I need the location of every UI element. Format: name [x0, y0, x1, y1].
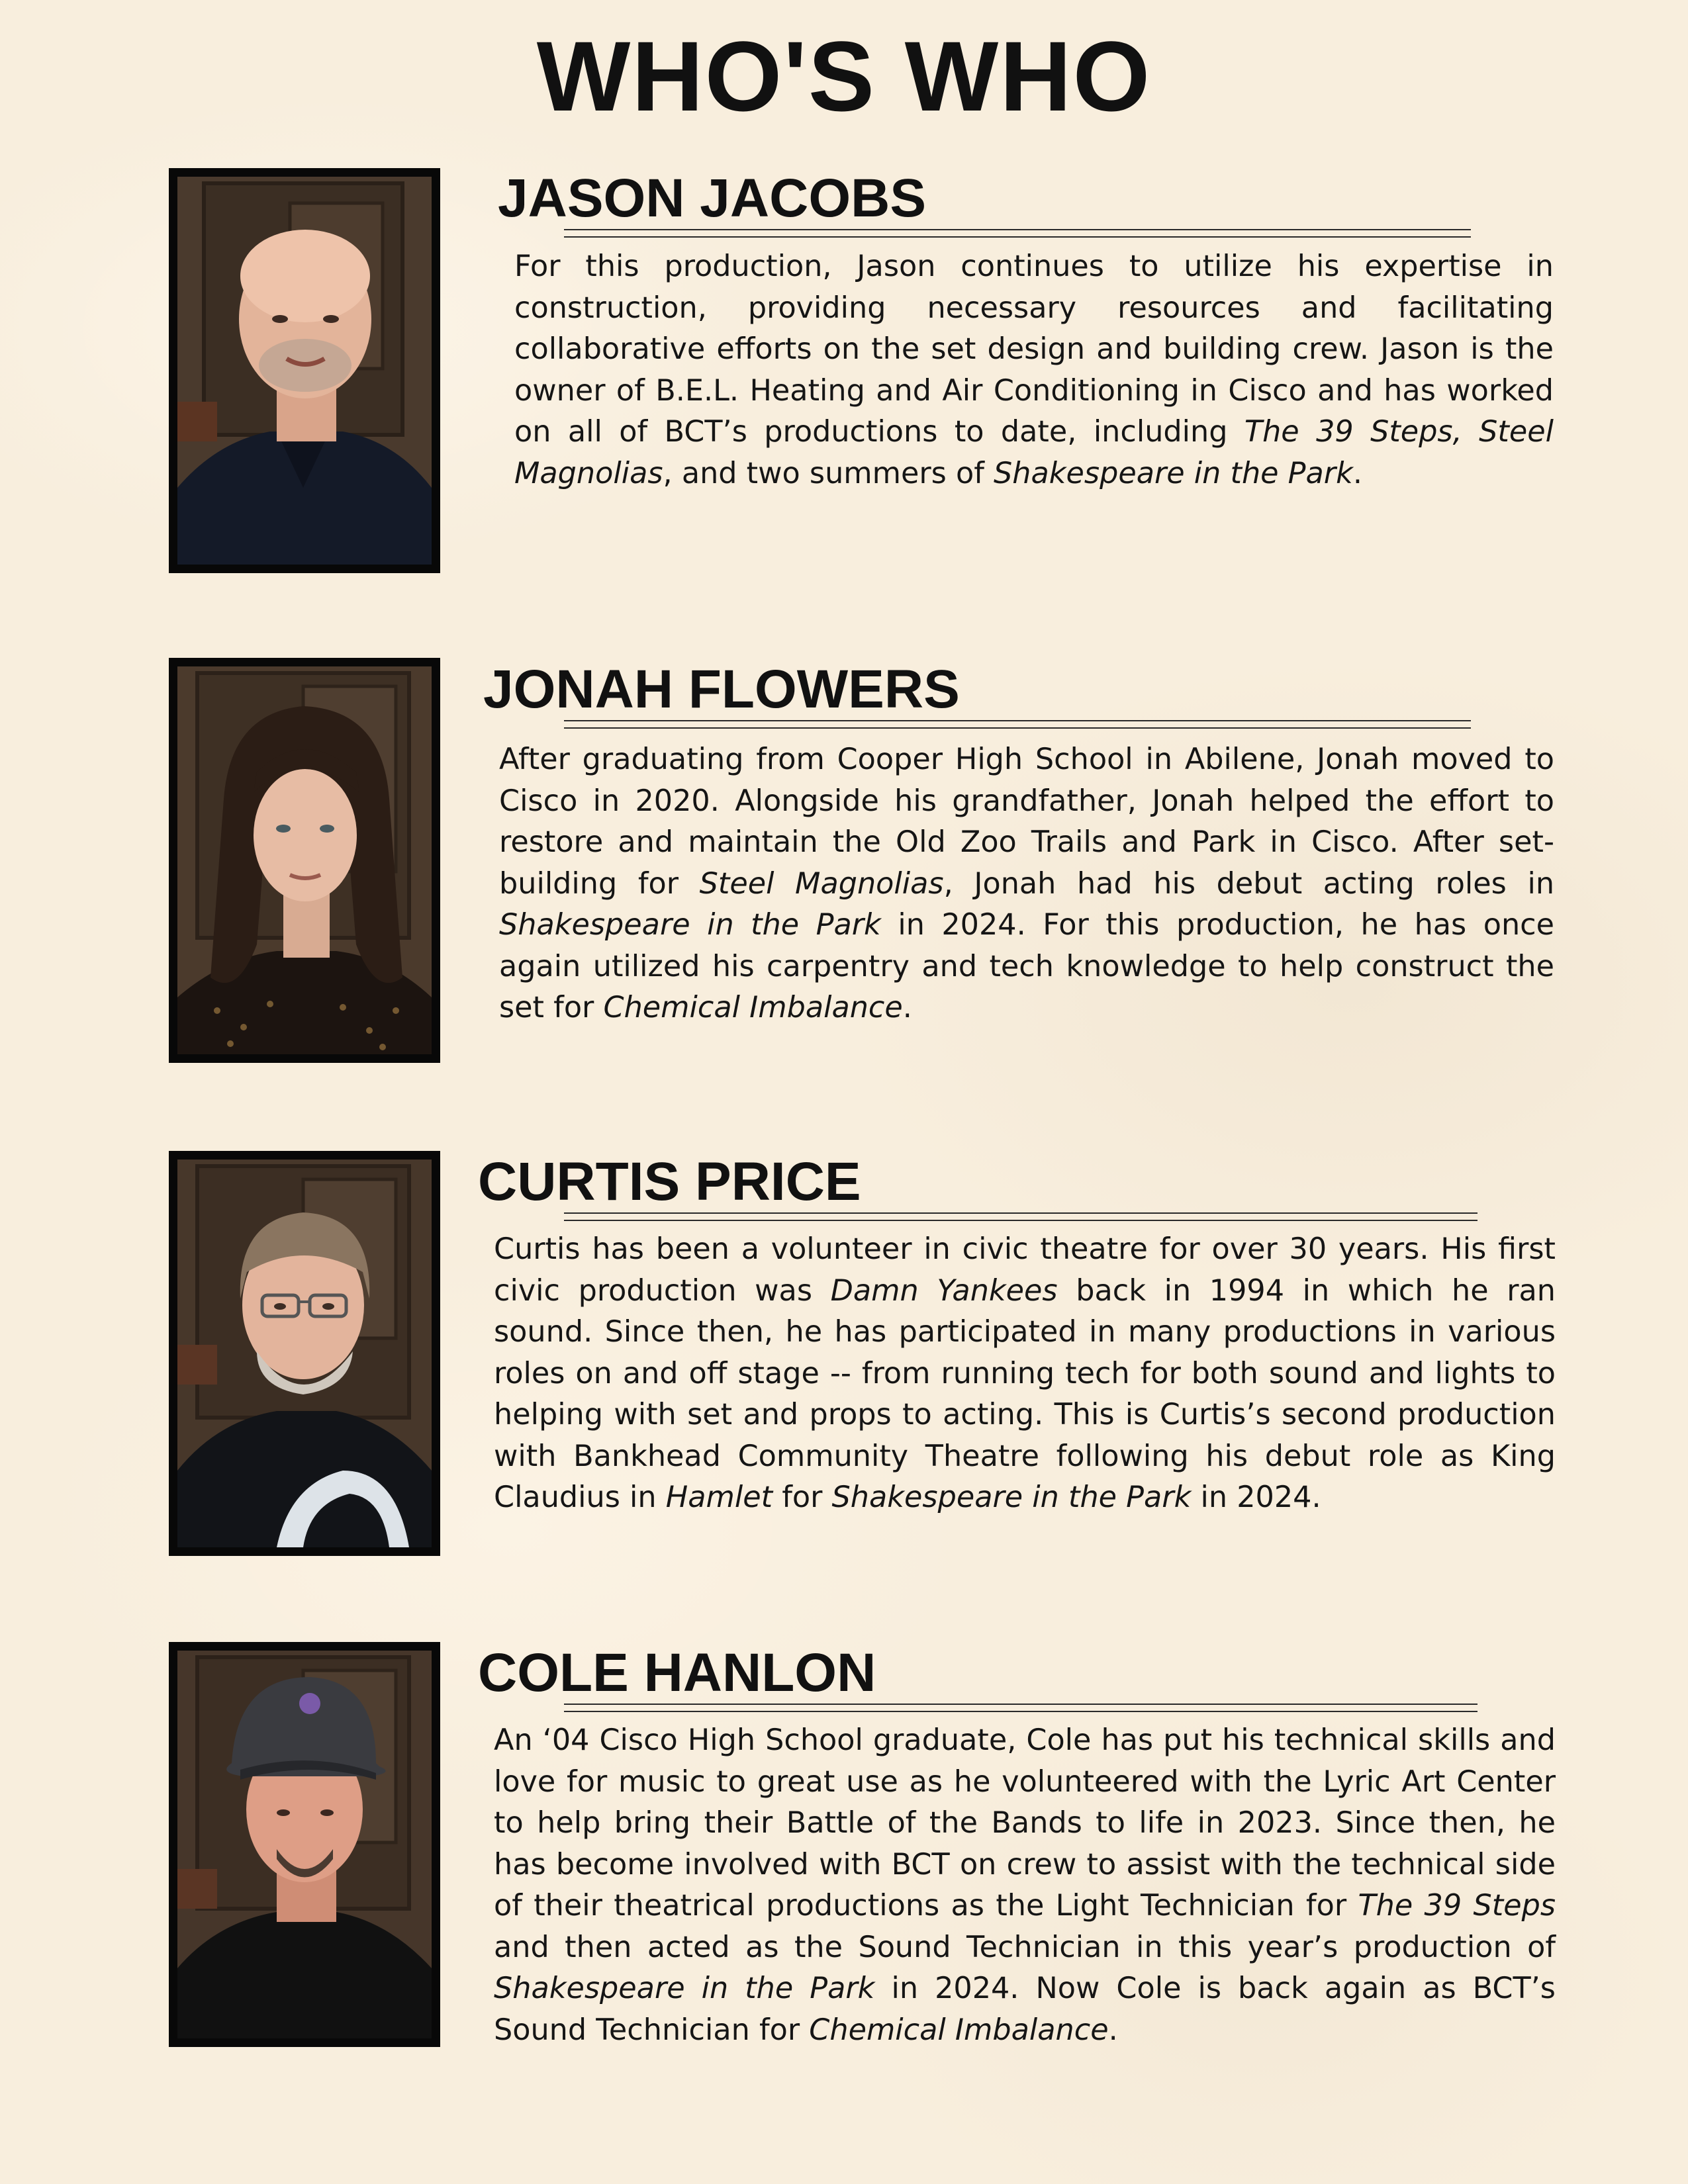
- bio-text-run: in 2024.: [1191, 1480, 1321, 1514]
- page-title: WHO'S WHO: [536, 21, 1152, 132]
- person-bio-cole: [494, 1720, 1556, 2051]
- name-underline: [564, 229, 1471, 238]
- bio-title-run: Chemical Imbalance: [809, 2013, 1109, 2047]
- person-name-curtis: CURTIS PRICE: [478, 1152, 861, 1212]
- person-name-cole: COLE HANLON: [478, 1643, 876, 1703]
- portrait-photo: [169, 1642, 440, 2047]
- portrait-photo: [169, 168, 440, 573]
- portrait-photo: [169, 658, 440, 1063]
- bio-text-run: For this production, Jason continues to utilize his expertise in construction, providing necessary resources and facilitating collaborative efforts on the set design and building crew. Jason is the owner of B.E.L. Heating and Air Conditioning in Cisco and has worked on all of BCT’s productions to date, including: [514, 250, 1554, 449]
- bio-text-run: , Jonah had his debut acting roles in: [943, 866, 1555, 901]
- bio-title-run: Shakespeare in the Park: [499, 908, 881, 942]
- name-underline: [564, 1212, 1477, 1221]
- bio-title-run: Shakespeare in the Park: [494, 1972, 875, 2005]
- person-name-jonah: JONAH FLOWERS: [483, 659, 960, 719]
- name-underline: [564, 720, 1471, 729]
- person-name-jason: JASON JACOBS: [498, 168, 927, 228]
- bio-text-run: An ‘04 Cisco High School graduate, Cole has put his technical skills and love for music to great use as he volunteered with the Lyric Art Center to help bring their Battle of the Bands to life in 2023. Since then, he has become involved with BCT on crew to assist with the technical side of their theatrical productions as the Light Technician for: [494, 1723, 1556, 1923]
- bio-title-run: Chemical Imbalance: [603, 991, 903, 1024]
- bio-text-run: and then acted as the Sound Technician in this year’s production of: [494, 1930, 1556, 1964]
- bio-text-run: , and two summers of: [663, 456, 994, 490]
- bio-title-run: The 39 Steps, Steel Magnolias: [514, 415, 1554, 490]
- portrait-image-cole: [177, 1651, 432, 2038]
- portrait-image-curtis: [177, 1160, 432, 1547]
- name-underline: [564, 1704, 1477, 1712]
- bio-title-run: Hamlet: [665, 1480, 773, 1514]
- person-bio-curtis: [494, 1229, 1556, 1519]
- bio-text-run: Curtis has been a volunteer in civic theatre for over 30 years. His first civic production was: [494, 1232, 1556, 1308]
- bio-text-run: .: [1108, 2013, 1118, 2047]
- bio-title-run: The 39 Steps: [1358, 1889, 1556, 1923]
- bio-text-run: .: [1352, 456, 1363, 490]
- bio-title-run: Steel Magnolias: [699, 866, 944, 901]
- bio-title-run: Shakespeare in the Park: [994, 456, 1353, 490]
- bio-title-run: Damn Yankees: [830, 1273, 1058, 1308]
- bio-text-run: After graduating from Cooper High School in Abilene, Jonah moved to Cisco in 2020. Alongside his grandfather, Jonah helped the effort to restore and maintain the Old Zoo Trails and Park in Cisco. After set-building for: [499, 743, 1554, 901]
- person-bio-jason: [514, 246, 1554, 494]
- bio-text-run: .: [902, 991, 912, 1024]
- bio-text-run: in 2024. Now Cole is back again as BCT’s Sound Technician for: [494, 1972, 1556, 2047]
- portrait-image-jonah: [177, 666, 432, 1054]
- person-bio-jonah: [499, 739, 1554, 1029]
- portrait-photo: [169, 1151, 440, 1556]
- bio-text-run: for: [773, 1480, 832, 1514]
- bio-title-run: Shakespeare in the Park: [831, 1480, 1192, 1514]
- bio-text-run: back in 1994 in which he ran sound. Since then, he has participated in many productions in various roles on and off stage -- from running tech for both sound and lights to helping with set and props to acting. This is Curtis’s second production with Bankhead Community Theatre following his debut role as King Claudius in: [494, 1273, 1556, 1514]
- portrait-image-jason: [177, 177, 432, 565]
- bio-text-run: in 2024. For this production, he has once again utilized his carpentry and tech knowledge to help construct the set for: [499, 908, 1554, 1024]
